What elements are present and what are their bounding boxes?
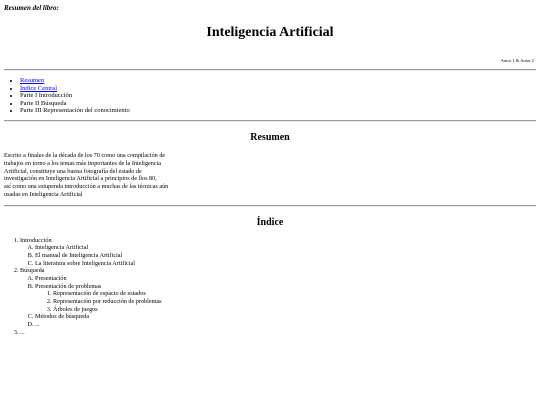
toc-subsubitem: 2. Representación por reducción de problemas <box>53 298 536 306</box>
nav-link-resumen[interactable]: Resumen <box>20 77 45 84</box>
toc-item-label: Introducción <box>20 236 52 244</box>
indice-heading: Índice <box>256 216 284 228</box>
toc-sublist <box>20 275 536 329</box>
authors: Autor 1 & Autor 2 <box>500 58 534 63</box>
toc-subitem: D. ... <box>35 321 536 329</box>
toc-subitem: A. Inteligencia Artificial <box>35 244 536 252</box>
navigation-list <box>4 77 536 115</box>
toc-sublist <box>20 244 536 267</box>
resumen-line: usadas en Inteligencia Artificial <box>4 190 83 198</box>
toc-item: 3. ... <box>20 329 536 337</box>
toc-subitem: B. El manual de Inteligencia Artificial <box>35 252 536 260</box>
resumen-line: así como una estupenda introducción a muchas de las técnicas aún <box>4 183 169 191</box>
toc-subitem: A. Presentación <box>35 275 536 283</box>
book-label: Resumen del libro: <box>4 4 59 12</box>
toc-subitem: C. La literatura sobre Inteligencia Artificial <box>35 260 536 268</box>
toc-subitem <box>35 283 536 314</box>
page-title: Inteligencia Artificial <box>206 25 334 40</box>
table-of-contents <box>4 237 536 337</box>
nav-item-resumen[interactable] <box>20 77 536 85</box>
resumen-line: Artificial, constituye una buena fotografía del estado de <box>4 167 142 175</box>
toc-subsubitem: 1. Representación de espacio de estados <box>53 290 536 298</box>
resumen-text <box>4 152 186 199</box>
nav-item-parte-1: • Parte I Introducción <box>20 92 536 100</box>
resumen-line: Escrito a finales de la década de los 70 como una compilación de <box>4 151 166 159</box>
toc-subitem-label: Presentación de problemas <box>35 282 102 290</box>
toc-subitem: C. Métodos de búsqueda <box>35 313 536 321</box>
resumen-line: investigación en Inteligencia Artificial a principios de llos 80, <box>4 175 157 183</box>
divider <box>4 205 536 207</box>
divider <box>4 69 536 71</box>
nav-item-parte-2: • Parte II Búsqueda <box>20 100 536 108</box>
divider <box>4 120 536 122</box>
resumen-line: trabajos en torno a los temas más importantes de la Inteligencia <box>4 159 162 167</box>
nav-item-parte-3: • Parte III Representación del conocimiento <box>20 107 536 115</box>
toc-subsubitem: 3. Árboles de juegos <box>53 306 536 314</box>
resumen-heading: Resumen <box>250 131 290 143</box>
toc-item <box>20 267 536 328</box>
nav-link-indice[interactable]: Índice Central <box>20 84 57 92</box>
toc-item <box>20 237 536 268</box>
toc-subsublist <box>35 290 536 313</box>
nav-item-indice[interactable] <box>20 85 536 93</box>
toc-item-label: Búsqueda <box>20 267 45 275</box>
